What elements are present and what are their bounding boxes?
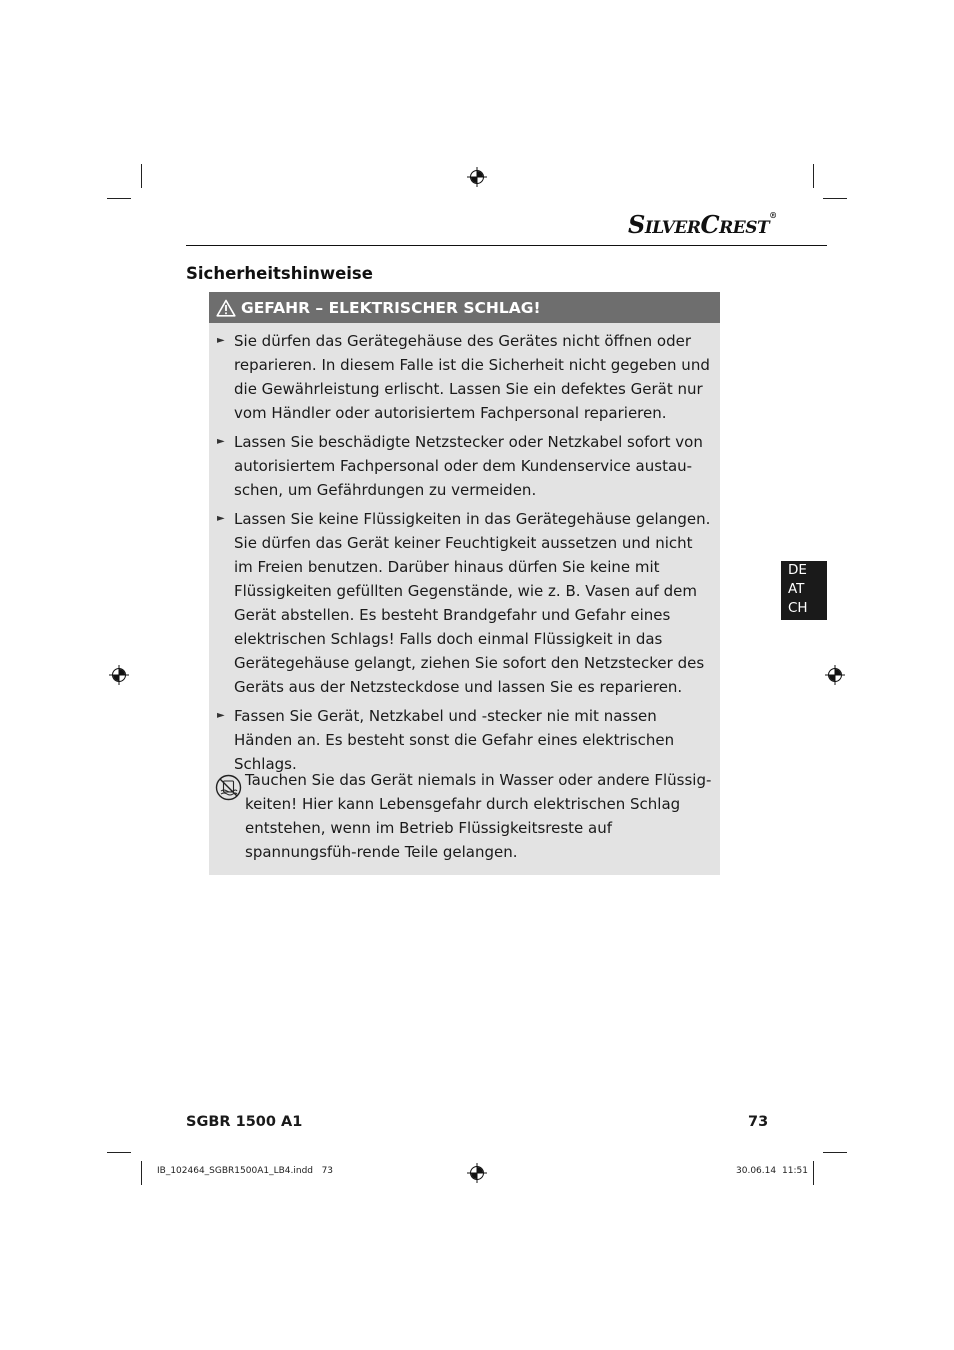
- section-title: Sicherheitshinweise: [186, 264, 373, 283]
- warning-title: GEFAHR – ELEKTRISCHER SCHLAG!: [241, 299, 541, 317]
- crop-mark: [141, 164, 142, 188]
- warning-box: [209, 292, 720, 875]
- slug-filename: IB_102464_SGBR1500A1_LB4.indd 73: [157, 1166, 334, 1176]
- list-item-text: Lassen Sie beschädigte Netzstecker oder Netzkabel sofort von autorisiertem Fachpersonal oder dem Kundenservice austau-schen, um Gefährdungen zu vermeiden.: [234, 433, 703, 499]
- warning-list: [209, 329, 720, 781]
- brand-letters: ILVER: [644, 218, 701, 238]
- list-item: [209, 430, 714, 502]
- warning-header: [209, 292, 720, 323]
- registration-mark-icon: [467, 167, 487, 187]
- registration-mark-icon: [825, 665, 845, 685]
- arrow-bullet-icon: ►: [217, 436, 225, 447]
- list-item-text: Fassen Sie Gerät, Netzkabel und -stecker nie mit nassen Händen an. Es besteht sonst die Gefahr eines elektrischen Schlags.: [234, 707, 675, 773]
- list-item: [209, 329, 714, 425]
- registration-mark-icon: [467, 1163, 487, 1183]
- model-number: SGBR 1500 A1: [186, 1114, 303, 1130]
- list-item-text: Lassen Sie keine Flüssigkeiten in das Gerätegehäuse gelangen. Sie dürfen das Gerät keiner Feuchtigkeit aussetzen und nicht im Freien benutzen. Darüber hinaus dürfen Sie keine mit Flüssigkeiten gefüllten Gegenstände, wie z. B. Vasen auf dem Gerät abstellen. Es besteht Brandgefahr und Gefahr eines elektrischen Schlags! Falls doch einmal Flüssigkeit in das Gerätegehäuse gelangt, ziehen Sie sofort den Netzstecker des Geräts aus der Netzsteckdose und lassen Sie es reparieren.: [234, 510, 711, 696]
- registered-mark: ®: [769, 210, 777, 220]
- list-item-text: Sie dürfen das Gerätegehäuse des Gerätes nicht öffnen oder reparieren. In diesem Falle ist die Sicherheit nicht gegeben und die Gewährleistung erlischt. Lassen Sie ein defektes Gerät nur vom Händler oder autorisiertem Fachpersonal reparieren.: [234, 332, 710, 422]
- brand-logo: [628, 210, 777, 239]
- crop-mark: [813, 1161, 814, 1185]
- arrow-bullet-icon: ►: [217, 710, 225, 721]
- crop-mark: [107, 1152, 131, 1153]
- arrow-bullet-icon: ►: [217, 513, 225, 524]
- page-number: 73: [748, 1114, 769, 1130]
- arrow-bullet-icon: ►: [217, 335, 225, 346]
- crop-mark: [107, 198, 131, 199]
- no-water-immersion-icon: [215, 774, 242, 801]
- registration-mark-icon: [109, 665, 129, 685]
- brand-letter: C: [700, 210, 720, 239]
- language-code: AT: [788, 581, 805, 597]
- header-rule: [186, 245, 827, 246]
- language-tab: [781, 561, 827, 620]
- crop-mark: [141, 1161, 142, 1185]
- slug-time: 11:51: [782, 1166, 808, 1176]
- list-item: [209, 704, 714, 776]
- crop-mark: [823, 198, 847, 199]
- brand-letter: S: [628, 210, 645, 239]
- language-code: DE: [788, 562, 807, 578]
- note-text: Tauchen Sie das Gerät niemals in Wasser oder andere Flüssig-keiten! Hier kann Lebensgefahr durch elektrischen Schlag entstehen, wenn im Betrieb Flüssigkeitsreste auf spannungsfüh-rende Teile gelangen.: [245, 771, 712, 861]
- slug-date: 30.06.14: [736, 1166, 777, 1176]
- brand-letters: REST: [719, 218, 770, 238]
- crop-mark: [823, 1152, 847, 1153]
- list-item: [209, 507, 714, 699]
- crop-mark: [813, 164, 814, 188]
- language-code: CH: [788, 600, 808, 616]
- warning-triangle-icon: [216, 299, 236, 317]
